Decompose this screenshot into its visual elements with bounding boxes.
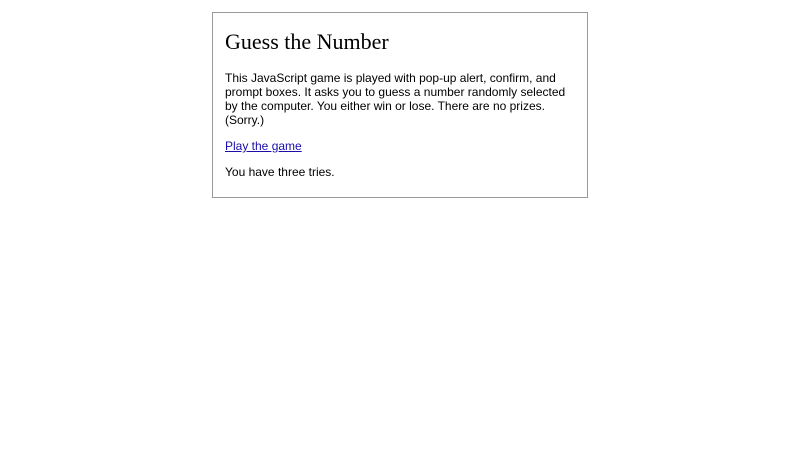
page-title: Guess the Number (225, 29, 389, 54)
play-link-container (225, 139, 575, 153)
game-card (212, 12, 588, 198)
tries-info: You have three tries. (225, 165, 335, 179)
play-game-link[interactable]: Play the game (225, 139, 302, 153)
game-description: This JavaScript game is played with pop-up alert, confirm, and prompt boxes. It asks you to guess a number randomly selected by the computer. You either win or lose. There are no prizes. (Sorry.) (225, 71, 566, 127)
